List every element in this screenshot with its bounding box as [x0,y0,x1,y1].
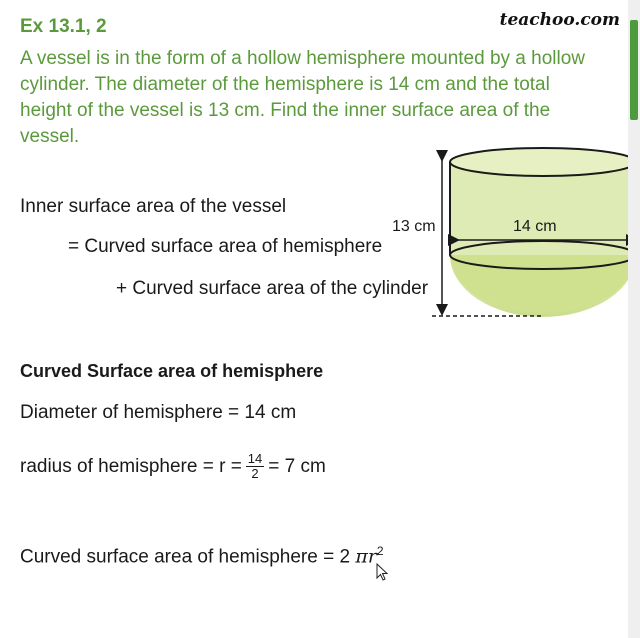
cylinder-top-rim [450,148,630,176]
question-line-2: cylinder. The diameter of the hemisphere is 14 cm and the total [20,74,550,95]
fraction-numerator: 14 [247,451,263,466]
answer-line-3: + Curved surface area of the cylinder [116,278,429,299]
question-line-1: A vessel is in the form of a hollow hemisphere mounted by a hollow [20,48,586,69]
csa-line [20,544,384,568]
exercise-title: Ex 13.1, 2 [20,16,107,37]
answer-line-2: = Curved surface area of hemisphere [68,236,383,257]
vessel-diagram [380,140,630,325]
question-line-4: vessel. [20,126,80,147]
csa-formula: πr [355,545,377,568]
scrollbar-thumb[interactable] [630,20,638,120]
radius-fraction [246,452,264,481]
radius-prefix: radius of hemisphere = r = [20,455,242,477]
brand-logo: teachoo.com [499,10,620,30]
fraction-denominator: 2 [251,466,259,481]
radius-suffix: = 7 cm [268,455,326,477]
csa-prefix: Curved surface area of hemisphere = 2 [20,546,351,568]
diameter-line: Diameter of hemisphere = 14 cm [20,402,297,423]
question-line-3: height of the vessel is 13 cm. Find the inner surface area of the [20,100,551,121]
diameter-label: 14 cm [513,218,557,235]
scrollbar[interactable] [628,0,640,638]
csa-exponent: 2 [376,544,384,558]
answer-line-1: Inner surface area of the vessel [20,196,287,217]
section-title: Curved Surface area of hemisphere [20,361,324,381]
mouse-pointer-icon [376,563,390,583]
hemisphere-bowl [450,255,630,313]
height-label: 13 cm [392,218,436,235]
radius-line [20,452,326,481]
